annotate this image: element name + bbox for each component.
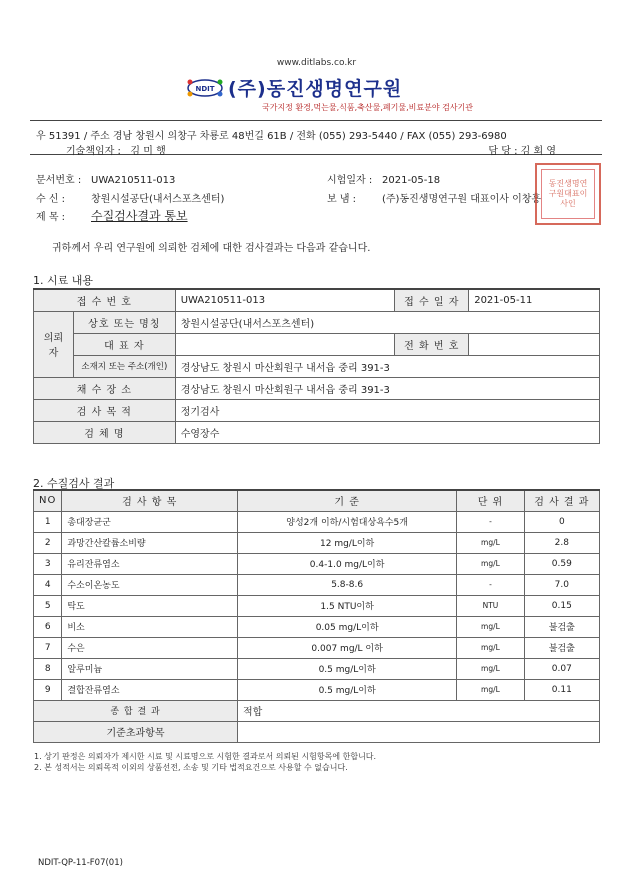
company-label: 상호 또는 명칭: [73, 311, 175, 333]
col-item: 검 사 항 목: [62, 490, 238, 511]
form-code: NDIT-QP-11-F07(01): [38, 858, 123, 868]
row-result: 0.59: [524, 553, 599, 574]
row-item: 결합잔류염소: [62, 679, 238, 700]
phone-value: [469, 333, 600, 355]
row-no: 6: [34, 616, 62, 637]
sample-value: 수영장수: [175, 421, 599, 443]
row-unit: mg/L: [457, 658, 524, 679]
company-name: 창원시설공단(내서스포츠센터): [175, 311, 599, 333]
client-label: 의뢰자: [34, 311, 74, 377]
intro-text: 귀하께서 우리 연구원에 의뢰한 검체에 대한 검사결과는 다음과 같습니다.: [52, 243, 371, 254]
purpose-value: 정기검사: [175, 399, 599, 421]
recipient: 수 신 : 창원시설공단(내서스포츠센터): [36, 194, 225, 205]
row-unit: NTU: [457, 595, 524, 616]
row-unit: mg/L: [457, 616, 524, 637]
row-no: 8: [34, 658, 62, 679]
row-item: 과망간산칼륨소비량: [62, 532, 238, 553]
rep-value: [175, 333, 395, 355]
row-item: 탁도: [62, 595, 238, 616]
table-row: [34, 553, 600, 574]
exceed-label: 기준초과항목: [34, 721, 238, 742]
section2-title: 2. 수질검사 결과: [33, 477, 115, 490]
row-no: 2: [34, 532, 62, 553]
row-standard: 0.007 mg/L 이하: [238, 637, 457, 658]
row-result: 0.07: [524, 658, 599, 679]
logo-text: NDIT: [195, 84, 215, 93]
results-table: [33, 489, 600, 743]
overall-label: 종 합 결 과: [34, 700, 238, 721]
table-row: [34, 595, 600, 616]
row-unit: -: [457, 574, 524, 595]
row-unit: mg/L: [457, 553, 524, 574]
receipt-date: 2021-05-11: [469, 289, 600, 311]
row-result: 불검출: [524, 616, 599, 637]
table-row: [34, 616, 600, 637]
row-result: 0.15: [524, 595, 599, 616]
row-standard: 0.4-1.0 mg/L이하: [238, 553, 457, 574]
doc-number: 문서번호 : UWA210511-013: [36, 175, 176, 186]
doc-title: 제 목 : 수질검사결과 통보: [36, 209, 188, 223]
notes: [34, 751, 376, 773]
row-no: 1: [34, 511, 62, 532]
row-standard: 5.8-8.6: [238, 574, 457, 595]
table-row: [34, 658, 600, 679]
brand-header: [186, 74, 402, 101]
address-box: [30, 120, 602, 155]
section1-title: 1. 시료 내용: [33, 274, 93, 287]
row-unit: mg/L: [457, 532, 524, 553]
col-standard: 기 준: [238, 490, 457, 511]
col-unit: 단 위: [457, 490, 524, 511]
row-result: 7.0: [524, 574, 599, 595]
receipt-date-label: 접 수 일 자: [395, 289, 469, 311]
row-no: 3: [34, 553, 62, 574]
overall-value: 적합: [238, 700, 600, 721]
row-item: 총대장균군: [62, 511, 238, 532]
table-row: [34, 574, 600, 595]
row-unit: mg/L: [457, 637, 524, 658]
sender: 보 냄 : (주)동진생명연구원 대표이사 이창흥: [327, 194, 542, 205]
row-result: 2.8: [524, 532, 599, 553]
row-no: 4: [34, 574, 62, 595]
address-line: 우 51391 / 주소 경남 창원시 의창구 차룡로 48번길 61B / 전화 (055) 293-5440 / FAX (055) 293-6980: [36, 131, 507, 142]
table-row: [34, 511, 600, 532]
sample-label: 검 체 명: [34, 421, 176, 443]
row-unit: mg/L: [457, 679, 524, 700]
row-result: 0: [524, 511, 599, 532]
row-standard: 0.5 mg/L이하: [238, 679, 457, 700]
row-item: 수소이온농도: [62, 574, 238, 595]
official-seal-icon: 동진생명연구원대표이사인: [535, 163, 601, 225]
row-standard: 양성2개 이하/시험대상욕수5개: [238, 511, 457, 532]
ndit-logo-icon: [186, 78, 224, 98]
row-standard: 12 mg/L이하: [238, 532, 457, 553]
note-item: 1. 상기 판정은 의뢰자가 제시한 시료 및 시료명으로 시험한 결과로서 의뢰된 시험항목에 한합니다.: [34, 752, 377, 761]
row-result: 불검출: [524, 637, 599, 658]
row-standard: 0.05 mg/L이하: [238, 616, 457, 637]
row-no: 7: [34, 637, 62, 658]
row-result: 0.11: [524, 679, 599, 700]
org-name: (주)동진생명연구원: [228, 78, 403, 100]
purpose-label: 검 사 목 적: [34, 399, 176, 421]
row-item: 유리잔류염소: [62, 553, 238, 574]
tagline: 국가지정 환경,먹는물,식품,축산물,폐기물,비료분야 검사기관: [262, 103, 473, 112]
row-item: 비소: [62, 616, 238, 637]
phone-label: 전 화 번 호: [395, 333, 469, 355]
receipt-no: UWA210511-013: [175, 289, 395, 311]
rep-label: 대 표 자: [73, 333, 175, 355]
table-row: [34, 679, 600, 700]
sample-info-table: [33, 288, 600, 444]
row-standard: 0.5 mg/L이하: [238, 658, 457, 679]
table-row: [34, 637, 600, 658]
row-standard: 1.5 NTU이하: [238, 595, 457, 616]
row-no: 9: [34, 679, 62, 700]
sampling-value: 경상남도 창원시 마산회원구 내서읍 중리 391-3: [175, 377, 599, 399]
contact-person: 담 당 : 김 회 영: [488, 146, 556, 157]
row-item: 알루미늄: [62, 658, 238, 679]
exceed-value: [238, 721, 600, 742]
tech-manager: 기술책임자 : 김 미 행: [66, 146, 166, 157]
note-item: 2. 본 성적서는 의뢰목적 이외의 상품선전, 소송 및 기타 법적요건으로 사용할 수 없습니다.: [34, 763, 348, 772]
address-label: 소재지 또는 주소(개인): [73, 355, 175, 377]
address-value: 경상남도 창원시 마산회원구 내서읍 중리 391-3: [175, 355, 599, 377]
col-no: NO: [34, 490, 62, 511]
sampling-label: 채 수 장 소: [34, 377, 176, 399]
row-item: 수은: [62, 637, 238, 658]
row-no: 5: [34, 595, 62, 616]
website-url[interactable]: www.ditlabs.co.kr: [276, 58, 357, 68]
row-unit: -: [457, 511, 524, 532]
table-row: [34, 532, 600, 553]
test-date: 시험일자 : 2021-05-18: [327, 175, 441, 186]
receipt-no-label: 접 수 번 호: [34, 289, 176, 311]
col-result: 검 사 결 과: [524, 490, 599, 511]
